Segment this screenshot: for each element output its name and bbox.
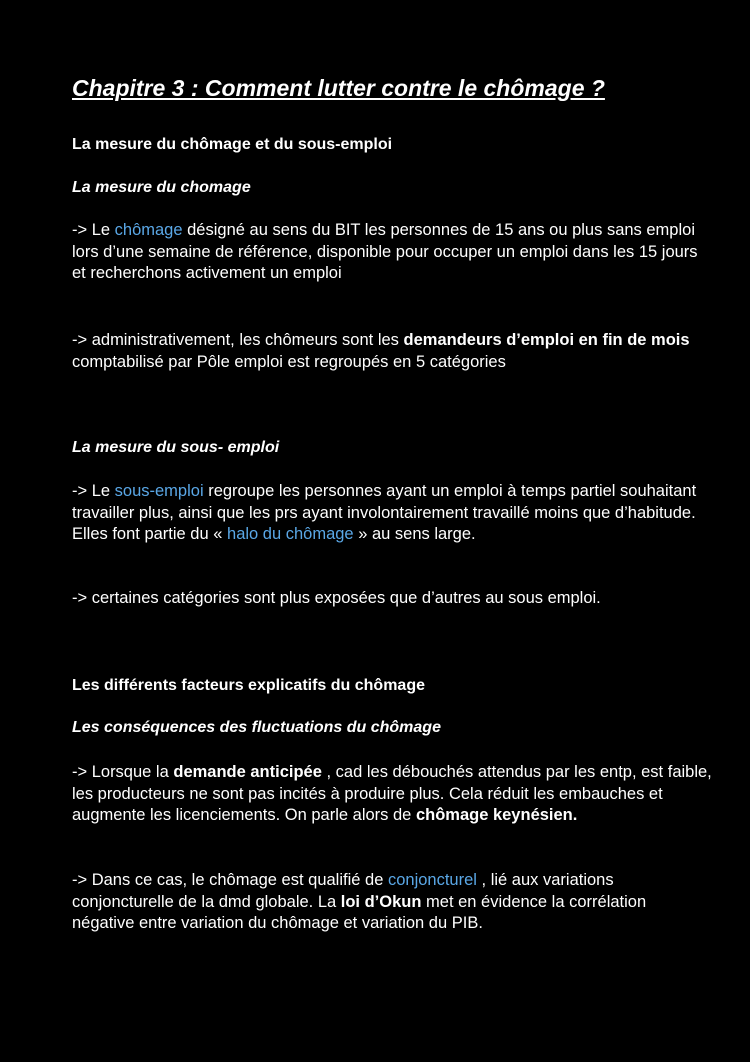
highlighted-term-conjoncturel: conjoncturel	[387, 871, 477, 889]
subsection-heading-unemployment-measure: La mesure du chomage	[72, 179, 251, 196]
highlighted-term-halo-du-chomage: halo du chômage	[227, 525, 354, 544]
bold-term-chomage-keynesien: chômage keynésien.	[415, 806, 578, 825]
paragraph-conjunctural	[72, 870, 712, 935]
section-heading-factors: Les différents facteurs explicatifs du chômage	[72, 677, 425, 694]
paragraph-text: -> certaines catégories sont plus exposées que d’autres au sous emploi.	[72, 589, 601, 607]
paragraph-bit-definition	[72, 220, 712, 285]
subsection-heading-underemployment-measure: La mesure du sous- emploi	[72, 439, 280, 456]
paragraph-text: comptabilisé par Pôle emploi est regroupés en 5 catégories	[72, 352, 506, 371]
bold-term-demande-anticipee: demande anticipée	[173, 763, 322, 781]
paragraph-administrative	[72, 330, 712, 373]
bold-term-loi-okun: loi d’Okun	[340, 892, 422, 911]
paragraph-text: -> Dans ce cas, le chômage est qualifié de	[72, 871, 388, 889]
subsection-heading-fluctuations: Les conséquences des fluctuations du chômage	[72, 719, 441, 736]
paragraph-anticipated-demand	[72, 762, 712, 827]
paragraph-text: » au sens large.	[353, 525, 476, 544]
paragraph-text: , cad les débouchés attendus par les entp, est faible, les producteurs ne sont pas incités à produire plus. Cela réduit les embauches et augmente les licenciements. On parle alors de	[72, 763, 712, 825]
paragraph-text: -> administrativement, les chômeurs sont les	[72, 331, 404, 349]
paragraph-exposed-categories	[72, 588, 712, 610]
paragraph-text: -> Le	[72, 221, 115, 239]
bold-term-demandeurs-emploi: demandeurs d’emploi en fin de mois	[403, 331, 690, 349]
paragraph-text: met en évidence la corrélation négative entre variation du chômage et variation du PIB.	[72, 892, 647, 933]
paragraph-sous-emploi-definition	[72, 481, 712, 546]
section-heading-measure: La mesure du chômage et du sous-emploi	[72, 136, 393, 153]
paragraph-text: , lié aux variations conjoncturelle de la dmd globale. La	[72, 871, 614, 911]
paragraph-text: regroupe les personnes ayant un emploi à temps partiel souhaitant travailler plus, ainsi que les prs ayant involontairement travaillé moins que d’habitude. Elles font partie du «	[72, 482, 697, 544]
chapter-title: Chapitre 3 : Comment lutter contre le chômage ?	[72, 75, 605, 101]
paragraph-text: -> Le	[72, 482, 115, 500]
highlighted-term-chomage: chômage	[114, 221, 183, 239]
paragraph-text: désigné au sens du BIT les personnes de 15 ans ou plus sans emploi lors d’une semaine de référence, disponible pour occuper un emploi dans les 15 jours et recherchons activement un emploi	[72, 221, 698, 283]
paragraph-text: -> Lorsque la	[72, 763, 174, 781]
highlighted-term-sous-emploi: sous-emploi	[114, 482, 204, 500]
